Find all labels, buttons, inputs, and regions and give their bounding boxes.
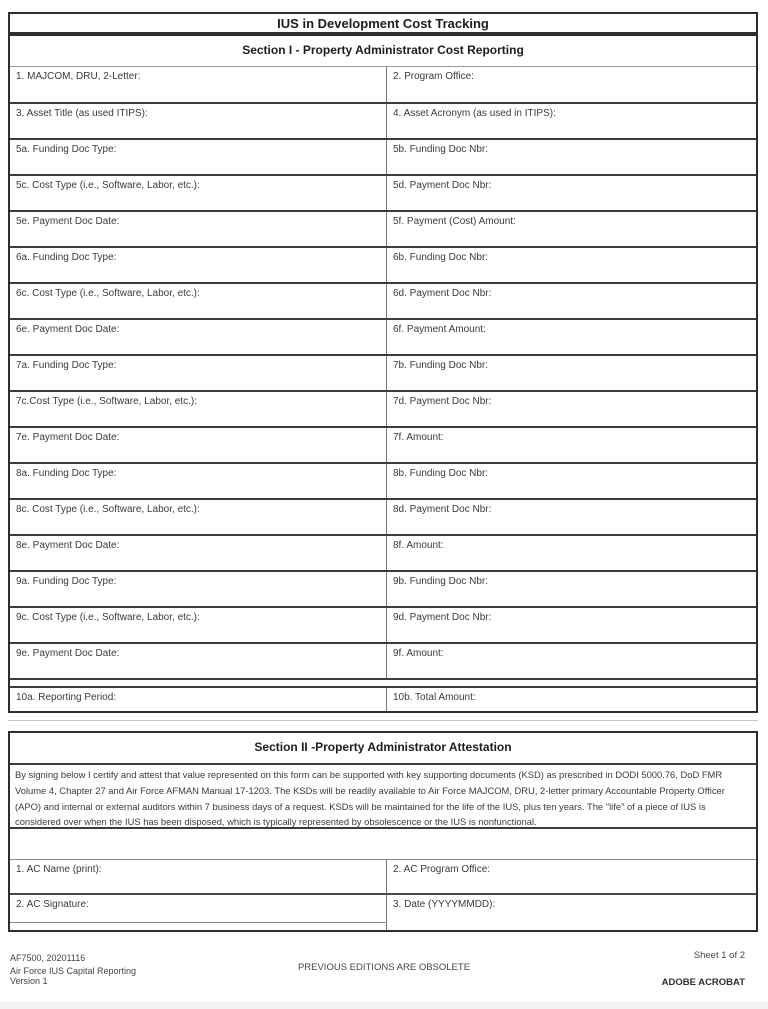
attestation-blank-row xyxy=(10,827,756,859)
table-row xyxy=(10,354,756,390)
form-field-cell-left[interactable] xyxy=(10,464,387,498)
table-row xyxy=(10,606,756,642)
table-row xyxy=(10,318,756,354)
footer-form-number: AF7500, 20201116 xyxy=(10,953,86,963)
section1-spacer-row xyxy=(10,678,756,686)
field-ac-program-office[interactable] xyxy=(387,860,756,893)
form-field-cell-right[interactable] xyxy=(387,248,756,282)
field-label: 2. AC Signature: xyxy=(16,899,89,910)
form-field-cell-right[interactable] xyxy=(387,176,756,210)
form-field-cell-left[interactable] xyxy=(10,608,387,642)
form-field-cell-left[interactable] xyxy=(10,356,387,390)
field-label: 6c. Cost Type (i.e., Software, Labor, etc.): xyxy=(16,288,200,299)
field-label: 8d. Payment Doc Nbr: xyxy=(393,504,492,515)
form-field-cell-right[interactable] xyxy=(387,67,756,102)
field-label: 3. Date (YYYYMMDD): xyxy=(393,899,496,910)
field-label: 7e. Payment Doc Date: xyxy=(16,432,120,443)
form-field-cell-left[interactable] xyxy=(10,104,387,138)
table-row xyxy=(10,210,756,246)
form-field-cell-right[interactable] xyxy=(387,572,756,606)
field-label: 2. AC Program Office: xyxy=(393,864,491,875)
field-label: 8c. Cost Type (i.e., Software, Labor, etc.): xyxy=(16,504,200,515)
field-label: 5c. Cost Type (i.e., Software, Labor, etc.): xyxy=(16,180,200,191)
form-field-cell-left[interactable] xyxy=(10,500,387,534)
section1-header: Section I - Property Administrator Cost Reporting xyxy=(242,43,524,57)
field-label: 8a. Funding Doc Type: xyxy=(16,468,117,479)
field-ac-signature[interactable] xyxy=(10,895,387,930)
footer-obsolete-note: PREVIOUS EDITIONS ARE OBSOLETE xyxy=(297,962,471,973)
field-label: 2. Program Office: xyxy=(393,71,474,82)
form-field-cell-left[interactable] xyxy=(10,176,387,210)
table-row xyxy=(10,642,756,678)
field-label: 7a. Funding Doc Type: xyxy=(16,360,117,371)
form-field-cell-left[interactable] xyxy=(10,572,387,606)
field-label: 1. MAJCOM, DRU, 2-Letter: xyxy=(16,71,141,82)
table-row xyxy=(10,174,756,210)
table-row xyxy=(10,859,756,893)
table-row xyxy=(10,66,756,102)
form-title-box xyxy=(8,12,758,34)
form-field-cell-left[interactable] xyxy=(10,320,387,354)
form-title: IUS in Development Cost Tracking xyxy=(277,15,489,31)
field-label: 9e. Payment Doc Date: xyxy=(16,648,120,659)
field-label: 9a. Funding Doc Type: xyxy=(16,576,117,587)
field-label: 9f. Amount: xyxy=(393,648,444,659)
form-field-cell-right[interactable] xyxy=(387,644,756,678)
field-date[interactable] xyxy=(387,895,756,930)
field-reporting-period[interactable] xyxy=(10,688,387,711)
field-label: 6d. Payment Doc Nbr: xyxy=(393,288,492,299)
section2-table xyxy=(8,731,758,932)
field-label: 7d. Payment Doc Nbr: xyxy=(393,396,492,407)
field-label: 7b. Funding Doc Nbr: xyxy=(393,360,489,371)
field-label: 5a. Funding Doc Type: xyxy=(16,144,117,155)
field-label: 6f. Payment Amount: xyxy=(393,324,486,335)
table-row xyxy=(10,282,756,318)
field-label: 10b. Total Amount: xyxy=(393,692,476,703)
form-field-cell-right[interactable] xyxy=(387,428,756,462)
table-row xyxy=(10,893,756,930)
field-label: 6b. Funding Doc Nbr: xyxy=(393,252,489,263)
form-field-cell-right[interactable] xyxy=(387,284,756,318)
field-label: 6a. Funding Doc Type: xyxy=(16,252,117,263)
table-row xyxy=(10,534,756,570)
field-label: 5d. Payment Doc Nbr: xyxy=(393,180,492,191)
field-label: 7f. Amount: xyxy=(393,432,444,443)
field-ac-name[interactable] xyxy=(10,860,387,893)
footer-form-version: Version 1 xyxy=(10,975,48,986)
field-label: 1. AC Name (print): xyxy=(16,864,102,875)
field-total-amount[interactable] xyxy=(387,688,756,711)
field-label: 8b. Funding Doc Nbr: xyxy=(393,468,489,479)
table-row xyxy=(10,426,756,462)
table-row xyxy=(10,570,756,606)
form-field-cell-right[interactable] xyxy=(387,392,756,426)
form-field-cell-right[interactable] xyxy=(387,140,756,174)
field-label: 8f. Amount: xyxy=(393,540,444,551)
form-field-cell-right[interactable] xyxy=(387,536,756,570)
footer-form-name: Air Force IUS Capital Reporting xyxy=(10,966,137,976)
field-label: 8e. Payment Doc Date: xyxy=(16,540,120,551)
field-label: 6e. Payment Doc Date: xyxy=(16,324,120,335)
form-field-cell-left[interactable] xyxy=(10,67,387,102)
table-row xyxy=(10,462,756,498)
form-field-cell-right[interactable] xyxy=(387,500,756,534)
table-row xyxy=(10,390,756,426)
form-field-cell-left[interactable] xyxy=(10,212,387,246)
table-row xyxy=(10,102,756,138)
field-label: 5b. Funding Doc Nbr: xyxy=(393,144,489,155)
field-label: 10a. Reporting Period: xyxy=(16,692,117,703)
form-field-cell-right[interactable] xyxy=(387,104,756,138)
form-field-cell-left[interactable] xyxy=(10,644,387,678)
table-row xyxy=(10,138,756,174)
table-row xyxy=(10,498,756,534)
section1-rows xyxy=(10,66,756,678)
form-field-cell-left[interactable] xyxy=(10,284,387,318)
section1-bottom-line xyxy=(8,720,758,721)
section2-header: Section II -Property Administrator Attestation xyxy=(254,740,512,754)
field-label: 9d. Payment Doc Nbr: xyxy=(393,612,492,623)
field-label: 5f. Payment (Cost) Amount: xyxy=(393,216,516,227)
signature-cell-bottom-border xyxy=(10,922,387,923)
form-field-cell-left[interactable] xyxy=(10,140,387,174)
section1-table xyxy=(8,34,758,713)
form-field-cell-right[interactable] xyxy=(387,212,756,246)
field-label: 7c.Cost Type (i.e., Software, Labor, etc.): xyxy=(16,396,198,407)
footer-sheet-number: Sheet 1 of 2 xyxy=(693,950,745,961)
field-label: 9b. Funding Doc Nbr: xyxy=(393,576,489,587)
field-label: 4. Asset Acronym (as used in ITIPS): xyxy=(393,108,556,119)
form-field-cell-left[interactable] xyxy=(10,248,387,282)
table-row xyxy=(10,246,756,282)
form-field-cell-right[interactable] xyxy=(387,608,756,642)
form-field-cell-right[interactable] xyxy=(387,320,756,354)
form-field-cell-left[interactable] xyxy=(10,428,387,462)
field-label: 5e. Payment Doc Date: xyxy=(16,216,120,227)
form-field-cell-left[interactable] xyxy=(10,392,387,426)
attestation-text: By signing below I certify and attest that value represented on this form can be supported with key supporting documents (KSD) as prescribed in DODI 5000.76, DoD FMR Volume 4, Chapter 27 and Air Force AFMAN Manual 17-1203. The KSDs will be readily available to Air Force MAJCOM, DRU, 2-letter primary Accountable Property Officer (APO) and internal or external auditors within 7 business days of a request. KSDs will be maintained for the life of the IUS, plus ten years. The "life" of a piece of IUS is considered over when the IUS has been disposed, which is typically represented by obsolescence or the IUS is nonfunctional. xyxy=(10,763,756,827)
form-field-cell-left[interactable] xyxy=(10,536,387,570)
page-bottom-edge xyxy=(0,1002,768,1009)
total-row xyxy=(10,686,756,711)
form-field-cell-right[interactable] xyxy=(387,464,756,498)
footer-generator-label: ADOBE ACROBAT xyxy=(661,977,745,988)
field-label: 3. Asset Title (as used ITIPS): xyxy=(16,108,148,119)
field-label: 9c. Cost Type (i.e., Software, Labor, etc.): xyxy=(16,612,200,623)
form-field-cell-right[interactable] xyxy=(387,356,756,390)
